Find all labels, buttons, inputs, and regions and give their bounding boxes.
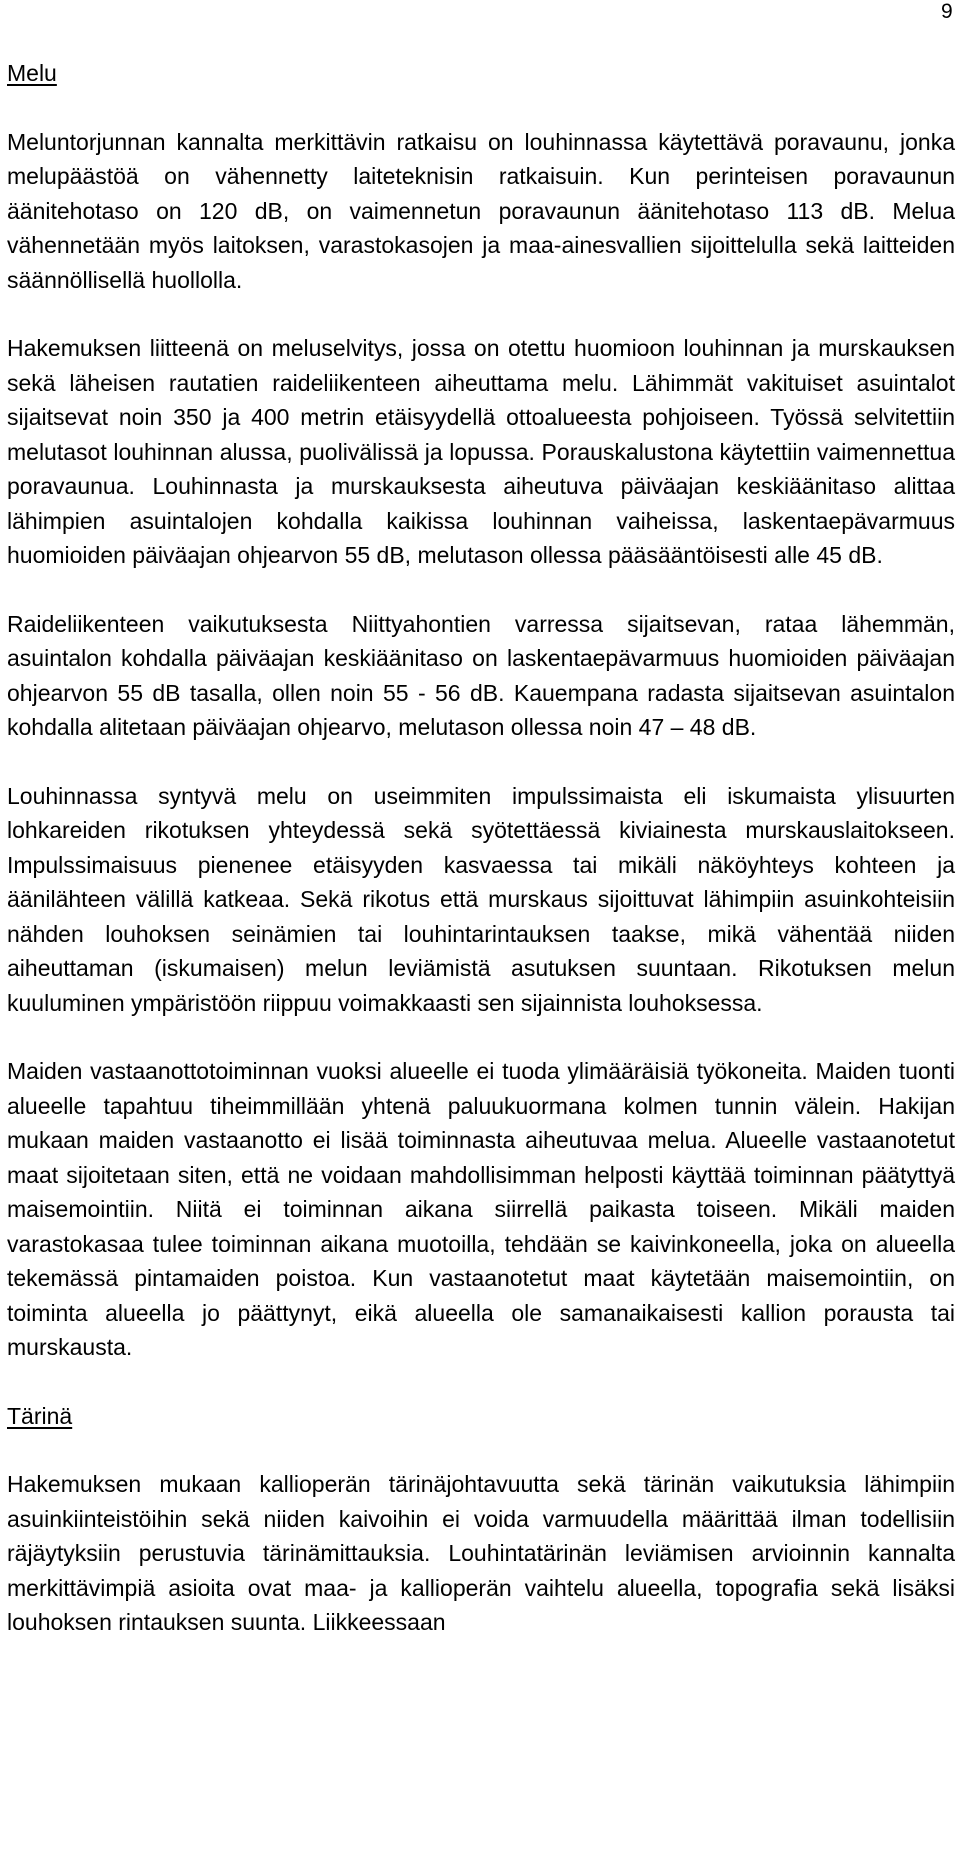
page-number: 9 (941, 0, 953, 23)
paragraph: Raideliikenteen vaikutuksesta Niittyahontien varressa sijaitsevan, rataa lähemmän, asuintalon kohdalla päiväajan keskiäänitaso on laskentaepävarmuus huomioiden päiväajan ohjearvon 55 dB tasalla, ollen noin 55 - 56 dB. Kauempana radasta sijaitsevan asuintalon kohdalla alitetaan päiväajan ohjearvo, melutason ollessa noin 47 – 48 dB. (7, 610, 955, 740)
paragraph: Hakemuksen mukaan kallioperän tärinäjohtavuutta sekä tärinän vaikutuksia lähimpiin asuinkiinteistöihin sekä niiden kaivoihin ei voida varmuudella määrittää ilman todellisiin räjäytyksiin perustuvia tärinämittauksia. Louhintatärinän leviämisen arvioinnin kannalta merkittävimpiä asioita ovat maa- ja kallioperän vaihtelu alueella, topografia sekä lisäksi louhoksen rintauksen suunta. Liikkeessaan (7, 1471, 955, 1635)
paragraph: Maiden vastaanottotoiminnan vuoksi alueelle ei tuoda ylimääräisiä työkoneita. Maiden tuonti alueelle tapahtuu tiheimmillään yhtenä paluukuormana kolmen tunnin välein. Hakijan mukaan maiden vastaanotto ei lisää toiminnasta aiheutuvaa melua. Alueelle vastaanotetut maat sijoitetaan siten, että ne voidaan mahdollisimman helposti käyttää toiminnan päätyttyä maisemointiin. Niitä ei toiminnan aikana siirrellä paikasta toiseen. Mikäli maiden varastokasaa tulee toiminnan aikana muotoilla, tehdään se kaivinkoneella, joka on alueella tekemässä pintamaiden poistoa. Kun vastaanotetut maat käytetään maisemointiin, on toiminta alueella jo päättynyt, eikä alueella ole samanaikaisesti kallion porausta tai murskausta. (7, 1058, 955, 1360)
section-heading-melu: Melu (7, 60, 57, 86)
document-body (7, 56, 955, 1640)
section-melu (7, 56, 955, 1365)
paragraph: Hakemuksen liitteenä on meluselvitys, jossa on otettu huomioon louhinnan ja murskauksen sekä läheisen rautatien raideliikenteen aiheuttama melu. Lähimmät vakituiset asuintalot sijaitsevat noin 350 ja 400 metrin etäisyydellä ottoalueesta pohjoiseen. Työssä selvitettiin melutasot louhinnan alussa, puolivälissä ja lopussa. Porauskalustona käytettiin vaimennettua poravaunua. Louhinnasta ja murskauksesta aiheutuva päiväajan keskiäänitaso alittaa lähimpien asuintalojen kohdalla kaikissa louhinnan vaiheissa, laskentaepävarmuus huomioiden päiväajan ohjearvon 55 dB, melutason ollessa pääsääntöisesti alle 45 dB. (7, 335, 955, 568)
paragraph: Louhinnassa syntyvä melu on useimmiten impulssimaista eli iskumaista ylisuurten lohkareiden rikotuksen yhteydessä sekä syötettäessä kiviainesta murskauslaitokseen. Impulssimaisuus pienenee etäisyyden kasvaessa tai mikäli näköyhteys kohteen ja äänilähteen välillä katkeaa. Sekä rikotus että murskaus sijoittuvat lähimpiin asuinkohteisiin nähden louhoksen seinämien tai louhintarintauksen taakse, mikä vähentää niiden aiheuttaman (iskumaisen) melun leviämistä asutuksen suuntaan. Rikotuksen melun kuuluminen ympäristöön riippuu voimakkaasti sen sijainnista louhoksessa. (7, 782, 955, 1016)
section-heading-tarina: Tärinä (7, 1402, 73, 1429)
paragraph: Meluntorjunnan kannalta merkittävin ratkaisu on louhinnassa käytettävä poravaunu, jonka melupäästöä on vähennetty laiteteknisin ratkaisuin. Kun perinteisen poravaunun äänitehotaso on 120 dB, on vaimennetun poravaunun äänitehotaso 113 dB. Melua vähennetään myös laitoksen, varastokasojen ja maa-ainesvallien sijoittelulla sekä laitteiden säännöllisellä huollolla. (7, 128, 955, 293)
section-tarina (7, 1399, 955, 1640)
